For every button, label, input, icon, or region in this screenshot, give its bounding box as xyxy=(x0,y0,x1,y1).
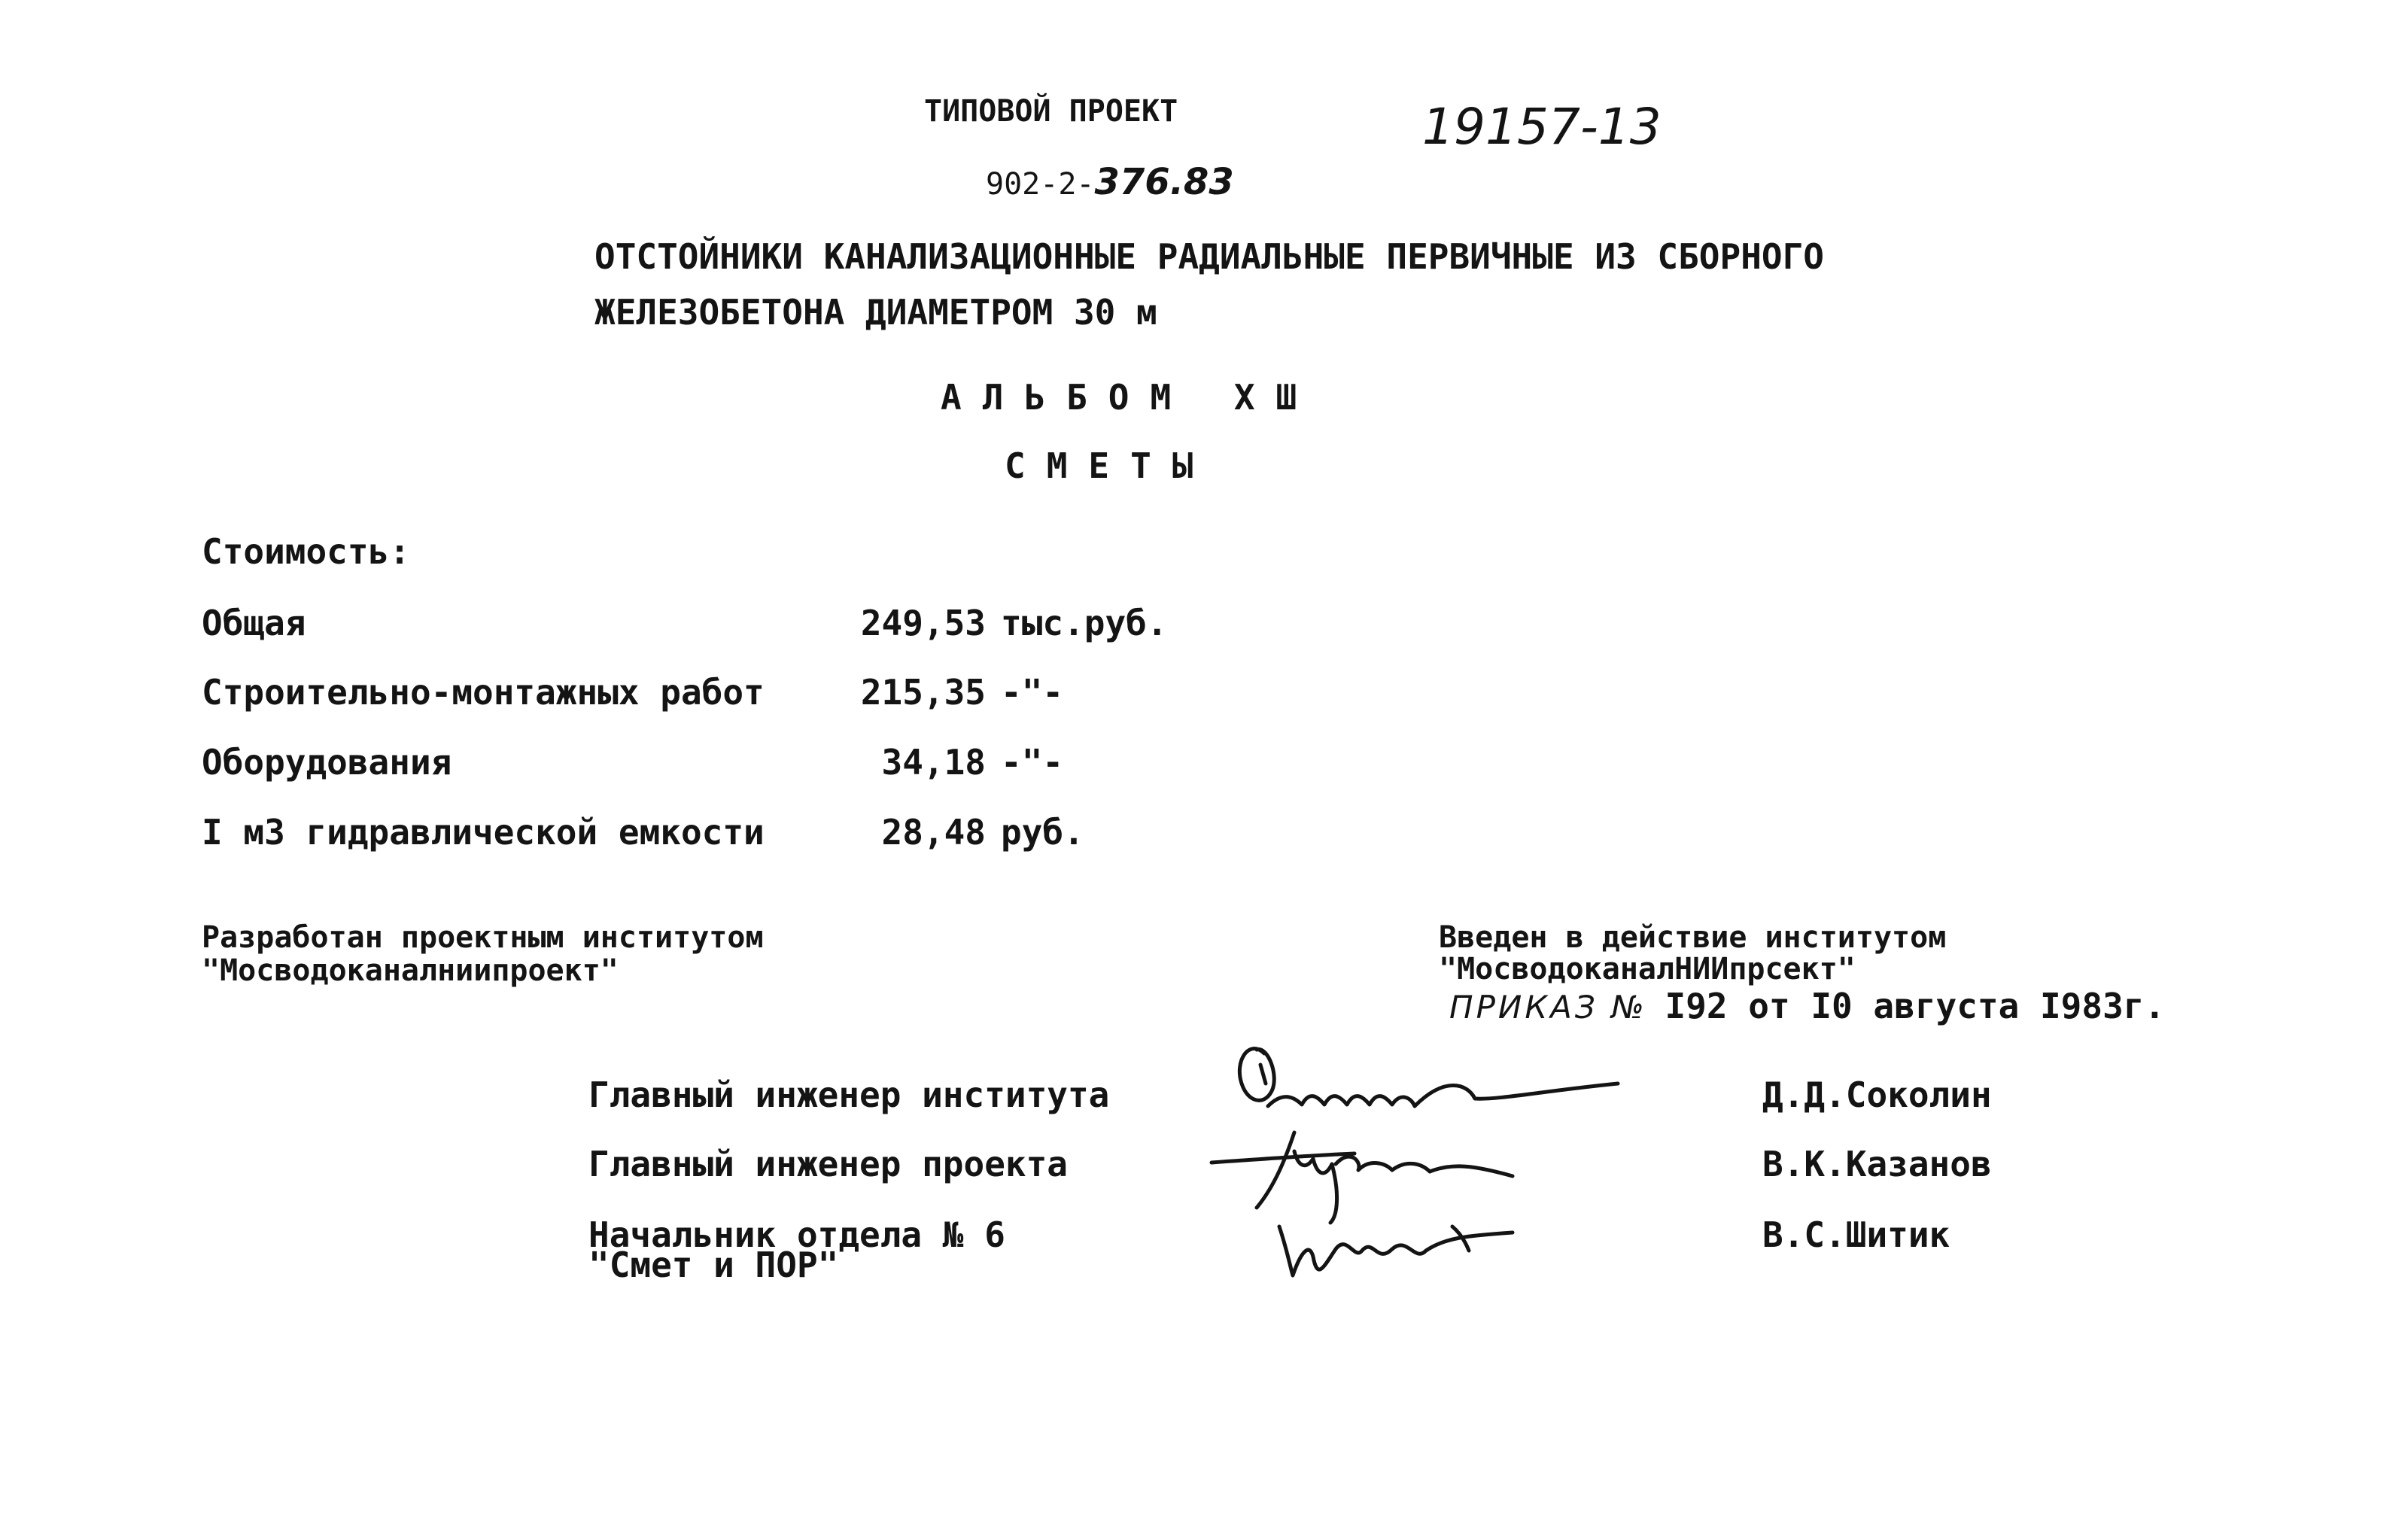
title-line-2: ЖЕЛЕЗОБЕТОНА ДИАМЕТРОМ 30 м xyxy=(594,292,1157,333)
cost-heading: Стоимость: xyxy=(202,531,410,572)
cost-row-label: I м3 гидравлической емкости xyxy=(202,812,765,853)
introduced-line-2: "МосводоканалНИИпрсект" xyxy=(1439,952,1856,986)
cost-row-value: 34,18 xyxy=(881,742,986,783)
cost-row-value: 28,48 xyxy=(881,812,986,853)
section-title: СМЕТЫ xyxy=(1005,445,1215,486)
signatory-position: Главный инженер института xyxy=(588,1075,1110,1115)
developed-line-2: "Мосводоканалниипроект" xyxy=(202,953,619,988)
album-title: АЛЬБОМ ХШ xyxy=(941,377,1318,418)
cost-row-unit: руб. xyxy=(1001,812,1084,853)
introduced-line-1: Введен в действие институтом xyxy=(1439,920,1947,955)
order-handwritten: ПРИКАЗ № xyxy=(1449,989,1647,1026)
signatory-position: Начальник отдела № 6 xyxy=(588,1214,1005,1255)
signatory-name: В.С.Шитик xyxy=(1762,1214,1950,1255)
signatory-name: В.К.Казанов xyxy=(1762,1144,1992,1184)
archive-number: 19157-13 xyxy=(1422,98,1662,156)
cost-row-value: 249,53 xyxy=(860,603,986,643)
project-label: ТИПОВОЙ ПРОЕКТ xyxy=(924,94,1178,129)
signatory-position: Главный инженер проекта xyxy=(588,1144,1068,1184)
cost-row-unit: тыс.руб. xyxy=(1001,603,1168,643)
signatory-position-line2: "Смет и ПОР" xyxy=(588,1245,839,1285)
project-code-printed: 902-2- xyxy=(986,167,1095,202)
cost-row-label: Строительно-монтажных работ xyxy=(202,672,765,713)
title-line-1: ОТСТОЙНИКИ КАНАЛИЗАЦИОННЫЕ РАДИАЛЬНЫЕ ПЕРВИЧНЫЕ ИЗ СБОРНОГО xyxy=(594,236,1824,277)
signature-3 xyxy=(1264,1196,1565,1287)
cost-row-value: 215,35 xyxy=(860,672,986,713)
cost-row-unit: -"- xyxy=(1001,672,1064,713)
signatory-name: Д.Д.Соколин xyxy=(1762,1075,1992,1115)
cost-row-unit: -"- xyxy=(1001,742,1064,783)
order-line xyxy=(1449,986,2166,1026)
cost-row-label: Оборудования xyxy=(202,742,452,783)
developed-line-1: Разработан проектным институтом xyxy=(202,920,764,955)
order-text: I92 от I0 августа I983г. xyxy=(1665,986,2166,1026)
project-code xyxy=(986,161,1234,203)
project-code-handwritten: 376.83 xyxy=(1094,161,1234,203)
cost-row-label: Общая xyxy=(202,603,306,643)
